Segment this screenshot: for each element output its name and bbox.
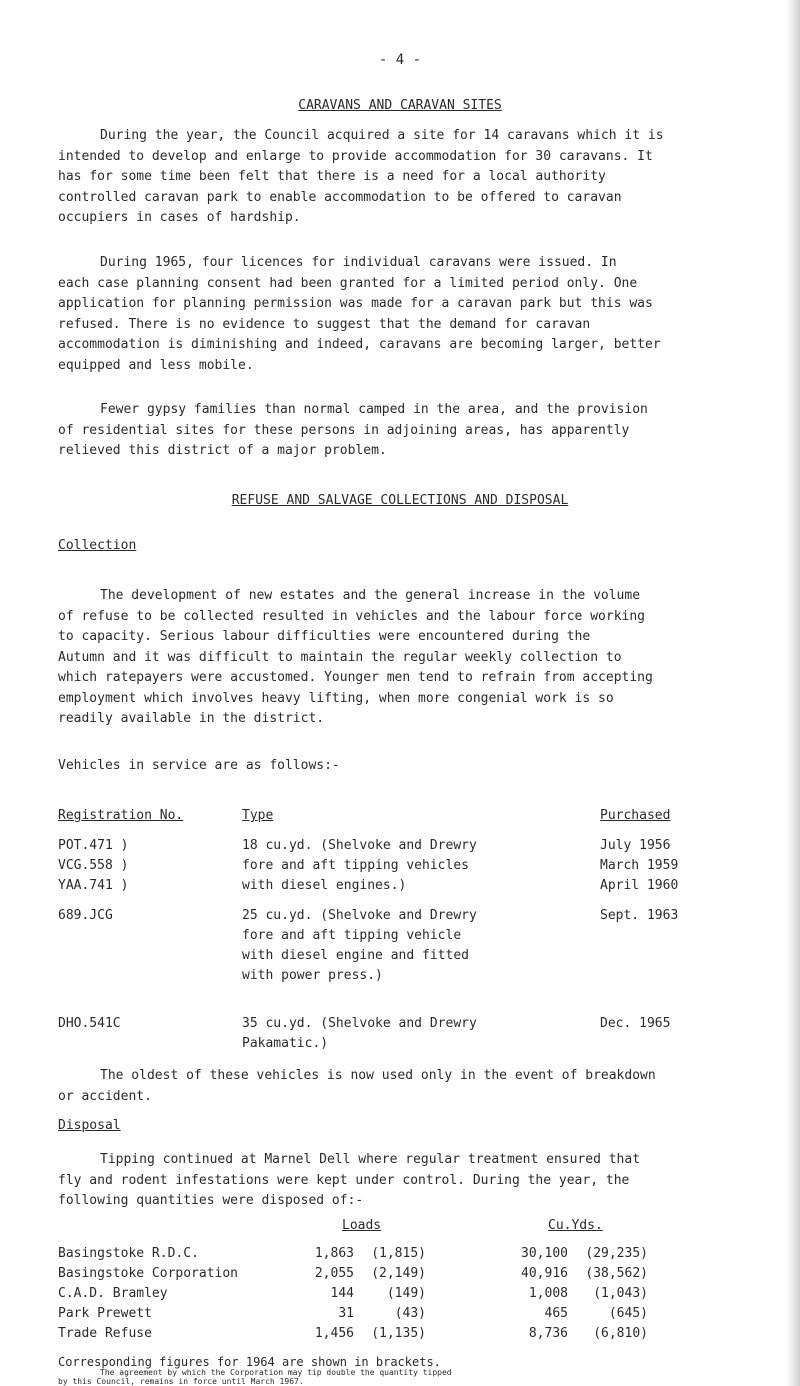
caravans-paragraph-2: During 1965, four licences for individual caravans were issued. In each case planning consent had been granted for a limited period only. One application for planning permission was made for a caravan park but this was refused. There is no evidence to suggest that the demand for caravan accommodation is diminishing and indeed, caravans are becoming larger, better equipped and less mobile. xyxy=(58,255,661,373)
table-row: Basingstoke Corporation xyxy=(58,1266,239,1281)
agreement-paragraph: The agreement by which the Corporation may tip double the quantity tipped by this Council, remains in force until March 1967. xyxy=(58,1368,452,1386)
table-row-group-2-type: 25 cu.yd. (Shelvoke and Drewry fore and aft tipping vehicle with diesel engine and fitted with power press.) xyxy=(242,908,477,983)
table-row-group-3-reg: DHO.541C xyxy=(58,1016,121,1031)
disposal-names xyxy=(58,1244,238,1344)
disposal-cu-yds-previous: (29,235) (38,562) (1,043) (645) (6,810) xyxy=(585,1246,648,1341)
table-row: Basingstoke R.D.C. xyxy=(58,1246,199,1261)
vehicles-intro: Vehicles in service are as follows:- xyxy=(58,758,340,773)
disposal-loads: 1,863 2,055 144 31 1,456 xyxy=(314,1246,354,1341)
table-row-group-3-type: 35 cu.yd. (Shelvoke and Drewry Pakamatic.) xyxy=(242,1016,477,1051)
section-title-caravans: CARAVANS AND CARAVAN SITES xyxy=(298,98,502,113)
table-row-group-3-purchased: Dec. 1965 xyxy=(600,1016,671,1031)
header-purchased: Purchased xyxy=(600,808,671,823)
page-edge-shadow xyxy=(786,0,800,1386)
oldest-vehicle-paragraph: The oldest of these vehicles is now used only in the event of breakdown or accident. xyxy=(58,1068,656,1104)
page-number: - 4 - xyxy=(378,52,422,68)
header-loads: Loads xyxy=(342,1218,382,1233)
collection-paragraph: The development of new estates and the general increase in the volume of refuse to be collected resulted in vehicles and the labour force working to capacity. Serious labour difficulties were encountered during the Autumn and it was difficult to maintain the regular weekly collection to which ratepayers were accustomed. Younger men tend to refrain from accepting employment which involves heavy lifting, when more congenial work is so readily available in the district. xyxy=(58,588,653,726)
caravans-paragraph-1: During the year, the Council acquired a site for 14 caravans which it is intended to develop and enlarge to provide accommodation for 30 caravans. It has for some time been felt that there is a need for a local authority controlled caravan park to enable accommodation to be offered to caravan occupiers in cases of hardship. xyxy=(58,128,664,225)
table-row-group-1-reg: POT.471 ) VCG.558 ) YAA.741 ) xyxy=(58,838,129,893)
header-cu-yds: Cu.Yds. xyxy=(548,1218,603,1233)
corresponding-note: Corresponding figures for 1964 are shown in brackets. xyxy=(58,1355,441,1369)
collection-heading: Collection xyxy=(58,538,137,553)
disposal-heading: Disposal xyxy=(58,1118,121,1133)
table-row: C.A.D. Bramley xyxy=(58,1286,168,1301)
disposal-loads-previous: (1,815) (2,149) (149) (43) (1,135) xyxy=(371,1246,426,1341)
caravans-paragraph-3: Fewer gypsy families than normal camped in the area, and the provision of residential sites for these persons in adjoining areas, has apparently relieved this district of a major problem. xyxy=(58,402,648,458)
table-row-group-2-reg: 689.JCG xyxy=(58,908,113,923)
table-row: Park Prewett xyxy=(58,1306,152,1321)
table-row: Trade Refuse xyxy=(58,1326,152,1341)
disposal-cu-yds: 30,100 40,916 1,008 465 8,736 xyxy=(521,1246,568,1341)
table-row-group-2-purchased: Sept. 1963 xyxy=(600,908,679,923)
section-title-refuse: REFUSE AND SALVAGE COLLECTIONS AND DISPOSAL xyxy=(231,493,569,508)
header-registration: Registration No. xyxy=(58,808,184,823)
header-type: Type xyxy=(242,808,274,823)
disposal-paragraph: Tipping continued at Marnel Dell where regular treatment ensured that fly and rodent infestations were kept under control. During the year, the following quantities were disposed of:- xyxy=(58,1152,641,1208)
table-row-group-1-type: 18 cu.yd. (Shelvoke and Drewry fore and aft tipping vehicles with diesel engines.) xyxy=(242,838,477,893)
table-row-group-1-purchased: July 1956 March 1959 April 1960 xyxy=(600,838,679,893)
